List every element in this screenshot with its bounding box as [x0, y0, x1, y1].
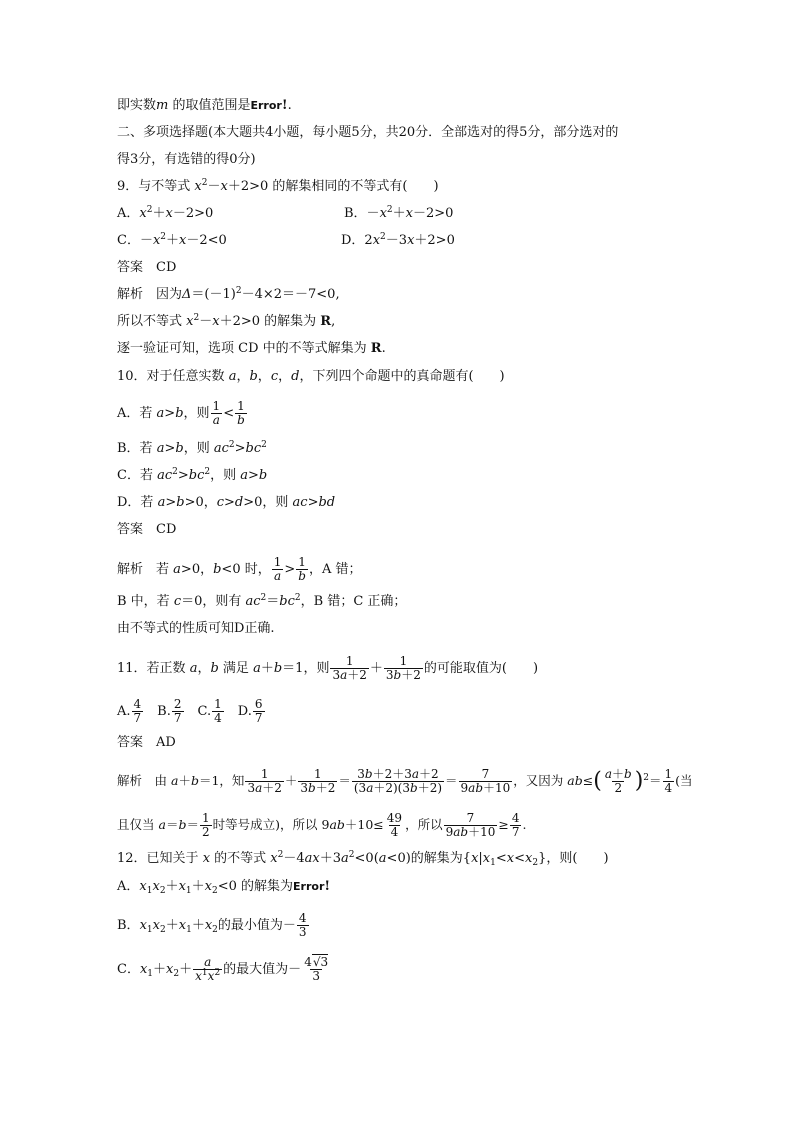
section-heading-cont: 得3分，有选错的得0分) — [117, 152, 256, 167]
q10-option-d: D．若 a>b>0，c>d>0，则 ac>bd — [117, 495, 336, 510]
q9-stem: 9．与不等式 $x^2-x+2>0$ 的解集相同的不等式有( ) — [117, 178, 439, 194]
q10-answer — [117, 521, 176, 539]
q10-analysis-2: B 中，若 c＝0，则有 $ac^2=bc^2$，B 错；C 正确； — [117, 593, 407, 609]
q9-option-d: D．$2x^2-3x+2>0$ — [341, 232, 455, 248]
q10-option-b: B．若 a>b，则 $ac^2>bc^2$ — [117, 440, 267, 456]
q12-option-a: A．$x_1x_2+x_1+x_2<0$ 的解集为Error! — [117, 879, 331, 896]
q11-answer — [117, 734, 176, 752]
q10-analysis-1: 解析 若 a>0，b<0 时， $\frac{1}{a}$ > $\frac{1}{b}$ ，A 错； — [117, 555, 362, 583]
answer-value: AD — [156, 735, 176, 750]
answer-label: 答案 — [117, 260, 144, 275]
intro-line: 即实数m 的取值范围是Error!. — [117, 98, 292, 113]
answer-label: 答案 — [117, 522, 144, 537]
q12-option-c: C．$x_1+x_2+$ $\frac{a}{x^1x^2}$ 的最大值为－ $\frac{4√3}{3}$ — [117, 955, 329, 983]
q12-stem: 12．已知关于 x 的不等式 $x^2-4ax+3a^2<0(a<0)$的解集为$\{x|x_1<x<x_2\}$，则( ) — [117, 850, 609, 868]
q12-option-b: B．$x_1x_2+x_1+x_2$的最小值为－ $\frac{4}{3}$ — [117, 911, 307, 939]
q11-analysis-2: 且仅当 a＝b＝ $\frac{1}{2}$ 时等号成立)，所以 9ab＋10≤ $\frac{49}{4}$ ，所以 $\frac{7}{9ab+10}$ ≥ $\frac{4}{7}$ . — [117, 811, 527, 839]
q11-analysis-1: 解析 由 a＋b＝1，知 $\frac{1}{3a+2}$ ＋ $\frac{1}{3b+2}$ ＝ $\frac{3b+2+3a+2}{(3a+2)(3b+2)}$ ＝ $\frac{7}{9ab+10}$ ，又因为 ab≤( $\frac{a+b}{2}$ )$^2$＝ $\frac{1}{4}$ (当 — [117, 767, 693, 795]
q9-option-c: C．$-x^2+x-2<0$ — [117, 232, 227, 248]
q9-option-a: A．$x^2+x-2>0$ — [117, 205, 214, 221]
q10-option-c: C．若 $ac^2>bc^2$，则 a>b — [117, 467, 268, 483]
q9-option-b: B．$-x^2+x-2>0$ — [344, 205, 454, 221]
q11-stem: 11．若正数 a，b 满足 a＋b＝1，则 $\frac{1}{3a+2}$ ＋ $\frac{1}{3b+2}$ 的可能取值为( ) — [117, 654, 539, 682]
q9-answer — [117, 259, 176, 277]
q9-analysis-2: 所以不等式 $x^2-x+2>0$ 的解集为 R, — [117, 313, 336, 329]
q10-stem: 10．对于任意实数 a，b，c，d，下列四个命题中的真命题有( ) — [117, 369, 505, 384]
answer-value: CD — [156, 522, 177, 537]
q10-analysis-3: 由不等式的性质可知D正确. — [117, 621, 275, 636]
q9-analysis-3: 逐一验证可知，选项 CD 中的不等式解集为 R. — [117, 341, 386, 356]
q9-analysis-1: 解析 因为$\Delta=(-1)^2-4\times 2=-7<0$, — [117, 286, 340, 302]
q11-options: A. $\frac{4}{7}$ B. $\frac{2}{7}$ C. $\frac{1}{4}$ D. $\frac{6}{7}$ — [117, 697, 263, 725]
q10-option-a: A．若 a>b，则 $\frac{1}{a}$ < $\frac{1}{b}$ — [117, 399, 245, 427]
section-heading: 二、多项选择题(本大题共4小题，每小题5分，共20分．全部选对的得5分，部分选对的 — [117, 125, 619, 140]
answer-label: 答案 — [117, 735, 144, 750]
answer-value: CD — [156, 260, 177, 275]
